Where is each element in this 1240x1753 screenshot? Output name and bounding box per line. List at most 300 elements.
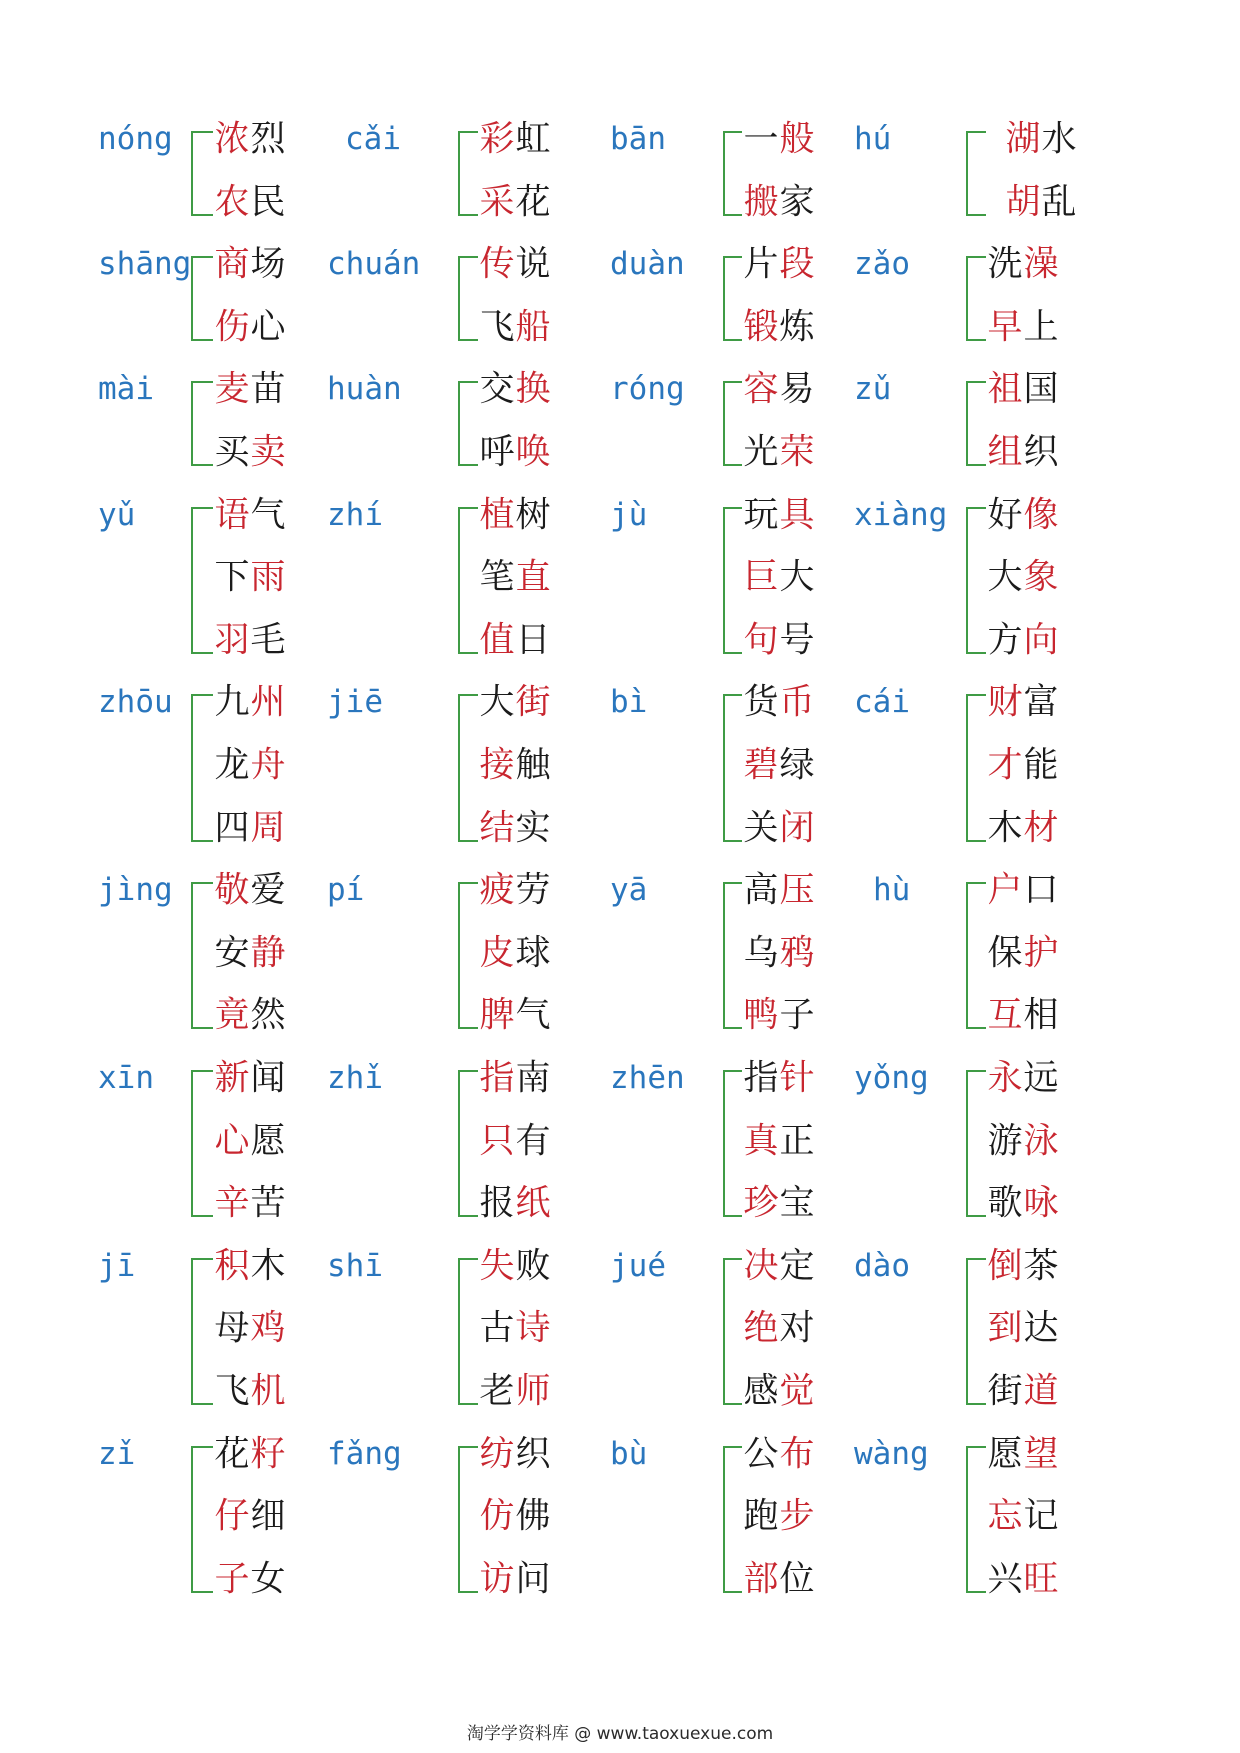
target-character: 泳 xyxy=(1023,1121,1059,1162)
character: 公 xyxy=(743,1434,779,1475)
word xyxy=(987,369,1059,410)
pinyin-label: zhōu xyxy=(98,684,173,721)
group-bracket xyxy=(191,131,213,216)
character: 关 xyxy=(743,808,779,849)
target-character: 新 xyxy=(214,1058,250,1099)
character: 佛 xyxy=(515,1496,551,1537)
word xyxy=(743,1371,815,1412)
target-character: 街 xyxy=(515,682,551,723)
target-character: 周 xyxy=(250,808,286,849)
character: 号 xyxy=(779,620,815,661)
word xyxy=(987,1246,1059,1287)
word xyxy=(479,1121,551,1162)
target-character: 机 xyxy=(250,1371,286,1412)
character: 宝 xyxy=(779,1183,815,1224)
target-character: 荣 xyxy=(779,432,815,473)
target-character: 真 xyxy=(743,1121,779,1162)
character: 触 xyxy=(515,745,551,786)
word xyxy=(214,1371,286,1412)
pinyin-label: hú xyxy=(854,120,892,157)
word xyxy=(214,1434,286,1475)
target-character: 商 xyxy=(214,244,250,285)
word xyxy=(987,495,1059,536)
word xyxy=(987,244,1059,285)
pinyin-label: zǎo xyxy=(854,246,910,283)
group-bracket xyxy=(191,1070,213,1217)
group-bracket xyxy=(191,1258,213,1405)
word xyxy=(479,620,551,661)
character: 茶 xyxy=(1023,1246,1059,1287)
word xyxy=(743,495,815,536)
word xyxy=(479,432,551,473)
pinyin-label: xiàng xyxy=(854,496,948,533)
character: 货 xyxy=(743,682,779,723)
word xyxy=(479,182,551,223)
group-bracket xyxy=(723,507,742,654)
word xyxy=(743,745,815,786)
character: 虹 xyxy=(515,119,551,160)
group-bracket xyxy=(966,1446,986,1593)
word xyxy=(987,432,1059,473)
word xyxy=(743,369,815,410)
character: 日 xyxy=(515,620,551,661)
target-character: 材 xyxy=(1023,808,1059,849)
target-character: 压 xyxy=(779,870,815,911)
word xyxy=(987,1371,1059,1412)
target-character: 敬 xyxy=(214,870,250,911)
character: 易 xyxy=(779,369,815,410)
word xyxy=(987,808,1059,849)
pinyin-label: bù xyxy=(610,1435,648,1472)
character: 正 xyxy=(779,1121,815,1162)
word xyxy=(214,1559,286,1600)
target-character: 湖 xyxy=(1005,119,1041,160)
target-character: 采 xyxy=(479,182,515,223)
group-bracket xyxy=(966,694,986,841)
target-character: 道 xyxy=(1023,1371,1059,1412)
character: 位 xyxy=(779,1559,815,1600)
character: 家 xyxy=(779,182,815,223)
character: 乱 xyxy=(1041,182,1077,223)
pinyin-label: bì xyxy=(610,684,648,721)
word xyxy=(214,495,286,536)
group-bracket xyxy=(458,694,478,841)
target-character: 才 xyxy=(987,745,1023,786)
character: 远 xyxy=(1023,1058,1059,1099)
target-character: 像 xyxy=(1023,495,1059,536)
character: 九 xyxy=(214,682,250,723)
word xyxy=(479,1246,551,1287)
target-character: 直 xyxy=(515,557,551,598)
character: 四 xyxy=(214,808,250,849)
character: 歌 xyxy=(987,1183,1023,1224)
target-character: 搬 xyxy=(743,182,779,223)
character: 兴 xyxy=(987,1559,1023,1600)
group-bracket xyxy=(966,1070,986,1217)
pinyin-label: mài xyxy=(98,371,154,408)
group-bracket xyxy=(458,1446,478,1593)
pinyin-label: jué xyxy=(610,1247,666,1284)
target-character: 积 xyxy=(214,1246,250,1287)
word xyxy=(743,1246,815,1287)
character: 保 xyxy=(987,933,1023,974)
character: 交 xyxy=(479,369,515,410)
target-character: 值 xyxy=(479,620,515,661)
target-character: 船 xyxy=(515,307,551,348)
target-character: 竟 xyxy=(214,995,250,1036)
pinyin-label: chuán xyxy=(327,246,421,283)
character: 大 xyxy=(987,557,1023,598)
character: 下 xyxy=(214,557,250,598)
character: 花 xyxy=(214,1434,250,1475)
target-character: 卖 xyxy=(250,432,286,473)
group-bracket xyxy=(191,694,213,841)
group-bracket xyxy=(723,694,742,841)
target-character: 早 xyxy=(987,307,1023,348)
target-character: 子 xyxy=(214,1559,250,1600)
target-character: 步 xyxy=(779,1496,815,1537)
word xyxy=(479,682,551,723)
target-character: 咏 xyxy=(1023,1183,1059,1224)
word xyxy=(1005,119,1077,160)
group-bracket xyxy=(458,381,478,466)
character: 方 xyxy=(987,620,1023,661)
word xyxy=(743,119,815,160)
character: 大 xyxy=(779,557,815,598)
target-character: 永 xyxy=(987,1058,1023,1099)
character: 口 xyxy=(1023,870,1059,911)
target-character: 巨 xyxy=(743,557,779,598)
target-character: 旺 xyxy=(1023,1559,1059,1600)
character: 细 xyxy=(250,1496,286,1537)
word xyxy=(743,244,815,285)
target-character: 忘 xyxy=(987,1496,1023,1537)
group-bracket xyxy=(191,381,213,466)
word xyxy=(987,870,1059,911)
target-character: 彩 xyxy=(479,119,515,160)
word xyxy=(743,933,815,974)
word xyxy=(743,682,815,723)
word xyxy=(479,1308,551,1349)
character: 高 xyxy=(743,870,779,911)
word xyxy=(479,557,551,598)
target-character: 币 xyxy=(779,682,815,723)
target-character: 心 xyxy=(214,1121,250,1162)
word xyxy=(743,1058,815,1099)
character: 说 xyxy=(515,244,551,285)
word xyxy=(987,682,1059,723)
character: 飞 xyxy=(479,307,515,348)
target-character: 胡 xyxy=(1005,182,1041,223)
pinyin-label: cái xyxy=(854,684,910,721)
target-character: 组 xyxy=(987,432,1023,473)
character: 好 xyxy=(987,495,1023,536)
target-character: 指 xyxy=(479,1058,515,1099)
pinyin-label: huàn xyxy=(327,371,402,408)
character: 苗 xyxy=(250,369,286,410)
target-character: 换 xyxy=(515,369,551,410)
target-character: 具 xyxy=(779,495,815,536)
group-bracket xyxy=(191,256,213,341)
character: 相 xyxy=(1023,995,1059,1036)
target-character: 伤 xyxy=(214,307,250,348)
group-bracket xyxy=(966,256,986,341)
group-bracket xyxy=(723,381,742,466)
pinyin-label: wàng xyxy=(854,1435,929,1472)
target-character: 接 xyxy=(479,745,515,786)
character: 劳 xyxy=(515,870,551,911)
pinyin-label: xīn xyxy=(98,1059,154,1096)
group-bracket xyxy=(966,131,986,216)
character: 大 xyxy=(479,682,515,723)
pinyin-label: zhēn xyxy=(610,1059,685,1096)
target-character: 般 xyxy=(779,119,815,160)
character: 记 xyxy=(1023,1496,1059,1537)
character: 球 xyxy=(515,933,551,974)
target-character: 鸡 xyxy=(250,1308,286,1349)
target-character: 倒 xyxy=(987,1246,1023,1287)
pinyin-label: duàn xyxy=(610,246,685,283)
character: 气 xyxy=(250,495,286,536)
word xyxy=(214,244,286,285)
target-character: 师 xyxy=(515,1371,551,1412)
pinyin-label: róng xyxy=(610,371,685,408)
word xyxy=(214,995,286,1036)
word xyxy=(987,557,1059,598)
character: 问 xyxy=(515,1559,551,1600)
pinyin-label: jù xyxy=(610,496,648,533)
character: 木 xyxy=(987,808,1023,849)
group-bracket xyxy=(723,131,742,216)
character: 民 xyxy=(250,182,286,223)
target-character: 决 xyxy=(743,1246,779,1287)
target-character: 雨 xyxy=(250,557,286,598)
pinyin-label: bān xyxy=(610,120,666,157)
character: 绿 xyxy=(779,745,815,786)
pinyin-label: zhǐ xyxy=(327,1059,383,1096)
target-character: 闭 xyxy=(779,808,815,849)
target-character: 皮 xyxy=(479,933,515,974)
character: 跑 xyxy=(743,1496,779,1537)
character: 愿 xyxy=(250,1121,286,1162)
target-character: 纸 xyxy=(515,1183,551,1224)
target-character: 鸦 xyxy=(779,933,815,974)
word xyxy=(214,119,286,160)
group-bracket xyxy=(191,1446,213,1593)
character: 愿 xyxy=(987,1434,1023,1475)
pinyin-label: zǐ xyxy=(98,1435,136,1472)
pinyin-label: yǒng xyxy=(854,1059,929,1096)
target-character: 鸭 xyxy=(743,995,779,1036)
pinyin-label: pí xyxy=(327,872,365,909)
word xyxy=(987,745,1059,786)
character: 光 xyxy=(743,432,779,473)
word xyxy=(479,119,551,160)
pinyin-label: yā xyxy=(610,872,648,909)
target-character: 浓 xyxy=(214,119,250,160)
word xyxy=(214,1308,286,1349)
word xyxy=(214,432,286,473)
word xyxy=(214,808,286,849)
target-character: 觉 xyxy=(779,1371,815,1412)
group-bracket xyxy=(966,1258,986,1405)
word xyxy=(743,1559,815,1600)
word xyxy=(214,745,286,786)
character: 报 xyxy=(479,1183,515,1224)
character: 水 xyxy=(1041,119,1077,160)
target-character: 段 xyxy=(779,244,815,285)
word xyxy=(214,1496,286,1537)
group-bracket xyxy=(458,1258,478,1405)
character: 安 xyxy=(214,933,250,974)
word xyxy=(743,808,815,849)
word xyxy=(479,1058,551,1099)
word xyxy=(479,808,551,849)
word xyxy=(987,1308,1059,1349)
target-character: 静 xyxy=(250,933,286,974)
character: 子 xyxy=(779,995,815,1036)
word xyxy=(214,1121,286,1162)
character: 气 xyxy=(515,995,551,1036)
character: 败 xyxy=(515,1246,551,1287)
word xyxy=(987,933,1059,974)
word xyxy=(479,870,551,911)
target-character: 望 xyxy=(1023,1434,1059,1475)
word xyxy=(987,1496,1059,1537)
word xyxy=(479,1496,551,1537)
character: 一 xyxy=(743,119,779,160)
pinyin-label: fǎng xyxy=(327,1435,402,1472)
pinyin-label: jiē xyxy=(327,684,383,721)
target-character: 布 xyxy=(779,1434,815,1475)
word xyxy=(743,1121,815,1162)
target-character: 辛 xyxy=(214,1183,250,1224)
character: 花 xyxy=(515,182,551,223)
target-character: 失 xyxy=(479,1246,515,1287)
group-bracket xyxy=(458,256,478,341)
character: 感 xyxy=(743,1371,779,1412)
target-character: 语 xyxy=(214,495,250,536)
word xyxy=(987,1183,1059,1224)
pinyin-label: hù xyxy=(873,872,911,909)
group-bracket xyxy=(723,1446,742,1593)
pinyin-label: nóng xyxy=(98,120,173,157)
target-character: 植 xyxy=(479,495,515,536)
target-character: 向 xyxy=(1023,620,1059,661)
word xyxy=(214,1246,286,1287)
character: 片 xyxy=(743,244,779,285)
character: 苦 xyxy=(250,1183,286,1224)
word xyxy=(743,995,815,1036)
character: 古 xyxy=(479,1308,515,1349)
target-character: 农 xyxy=(214,182,250,223)
word xyxy=(479,1434,551,1475)
target-character: 麦 xyxy=(214,369,250,410)
word xyxy=(214,870,286,911)
word xyxy=(479,1559,551,1600)
character: 母 xyxy=(214,1308,250,1349)
character: 木 xyxy=(250,1246,286,1287)
group-bracket xyxy=(723,882,742,1029)
character: 飞 xyxy=(214,1371,250,1412)
target-character: 唤 xyxy=(515,432,551,473)
pinyin-label: shāng xyxy=(98,246,192,283)
character: 国 xyxy=(1023,369,1059,410)
word xyxy=(743,182,815,223)
word xyxy=(214,557,286,598)
group-bracket xyxy=(191,882,213,1029)
character: 然 xyxy=(250,995,286,1036)
word xyxy=(214,620,286,661)
group-bracket xyxy=(966,882,986,1029)
target-character: 羽 xyxy=(214,620,250,661)
character: 乌 xyxy=(743,933,779,974)
target-character: 户 xyxy=(987,870,1023,911)
character: 织 xyxy=(1023,432,1059,473)
word xyxy=(479,1183,551,1224)
target-character: 只 xyxy=(479,1121,515,1162)
group-bracket xyxy=(458,131,478,216)
target-character: 互 xyxy=(987,995,1023,1036)
character: 买 xyxy=(214,432,250,473)
target-character: 碧 xyxy=(743,745,779,786)
target-character: 籽 xyxy=(250,1434,286,1475)
character: 炼 xyxy=(779,307,815,348)
word xyxy=(987,995,1059,1036)
character: 街 xyxy=(987,1371,1023,1412)
target-character: 仿 xyxy=(479,1496,515,1537)
group-bracket xyxy=(966,507,986,654)
group-bracket xyxy=(458,882,478,1029)
word xyxy=(1005,182,1077,223)
word xyxy=(479,495,551,536)
target-character: 祖 xyxy=(987,369,1023,410)
group-bracket xyxy=(191,507,213,654)
pinyin-label: yǔ xyxy=(98,496,136,533)
pinyin-label: zǔ xyxy=(854,371,892,408)
word xyxy=(479,933,551,974)
character: 呼 xyxy=(479,432,515,473)
target-character: 针 xyxy=(779,1058,815,1099)
word xyxy=(743,557,815,598)
character: 对 xyxy=(779,1308,815,1349)
group-bracket xyxy=(723,1258,742,1405)
word xyxy=(987,620,1059,661)
character: 玩 xyxy=(743,495,779,536)
word xyxy=(479,244,551,285)
target-character: 州 xyxy=(250,682,286,723)
target-character: 护 xyxy=(1023,933,1059,974)
character: 爱 xyxy=(250,870,286,911)
character: 毛 xyxy=(250,620,286,661)
character: 能 xyxy=(1023,745,1059,786)
character: 女 xyxy=(250,1559,286,1600)
character: 龙 xyxy=(214,745,250,786)
pinyin-label: zhí xyxy=(327,496,383,533)
target-character: 澡 xyxy=(1023,244,1059,285)
target-character: 句 xyxy=(743,620,779,661)
character: 指 xyxy=(743,1058,779,1099)
target-character: 舟 xyxy=(250,745,286,786)
character: 老 xyxy=(479,1371,515,1412)
character: 富 xyxy=(1023,682,1059,723)
character: 洗 xyxy=(987,244,1023,285)
word xyxy=(214,933,286,974)
character: 南 xyxy=(515,1058,551,1099)
group-bracket xyxy=(966,381,986,466)
word xyxy=(743,307,815,348)
group-bracket xyxy=(723,1070,742,1217)
